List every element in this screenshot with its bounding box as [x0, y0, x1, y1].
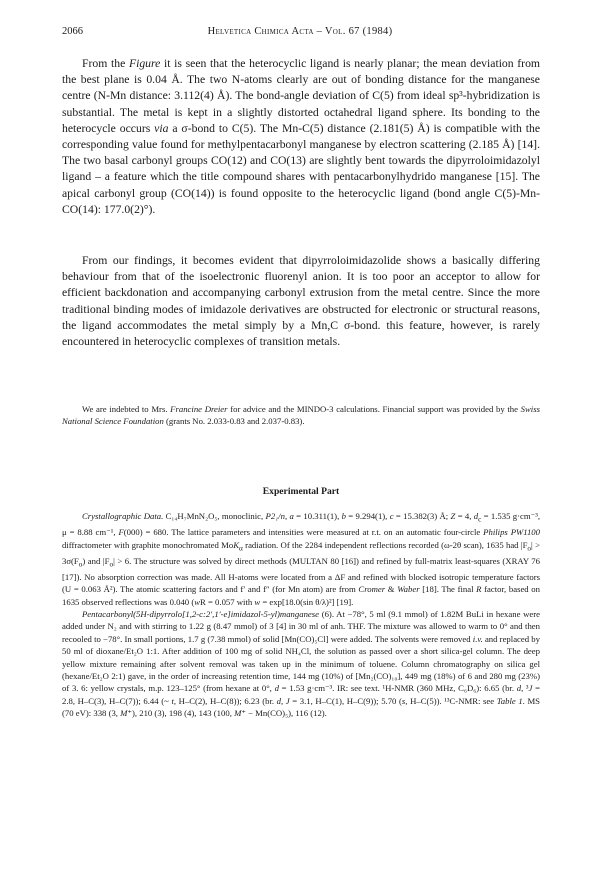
- section-heading-experimental: Experimental Part: [262, 486, 340, 497]
- experimental-section: [62, 510, 540, 720]
- running-header: [62, 26, 538, 42]
- journal-title: Helvetica Chimica Acta – Vol. 67 (1984): [207, 26, 393, 37]
- body-paragraph-1: From the Figure it is seen that the heterocyclic ligand is nearly planar; the mean deviation from the best plane is 0.04 Å. The two N-atoms clearly are out of bonding distance for the manganese centre (N-Mn distance: 3.112(4) Å). The bond-angle deviation of C(5) from ideal sp³-hybridization is substantial. The metal is kept in a slightly distorted octahedral ligand sphere. Its bonding to the heterocycle occurs via a σ-bond to C(5). The Mn-C(5) distance (2.181(5) Å) is compatible with the corresponding value found for methylpentacarbonyl manganese by electron scattering (2.185 Å) [14]. The two basal carbonyl groups CO(12) and CO(13) are slightly bent towards the dipyrroloimidazolyl ligand – a feature which the title compound shares with pentacarbonylhydrido manganese [15]. The apical carbonyl group (CO(14)) is found opposite to the heterocyclic ligand (bond angle C(5)-Mn-CO(14): 177.0(2)°).: [62, 57, 541, 216]
- synthesis-paragraph: Pentacarbonyl(5H-dipyrrolo[1,2-c:2′,1′-e]imidazol-5-yl)manganese (6). At −78°, 5 ml (9.1 mmol) of 1.82M BuLi in hexane were added under N₂ and with stirring to 1.22 g (8.47 mmol) of 3 [4] in 30 ml of anh. THF. The mixture was allowed to warm to 0° and then recooled to −78°. In small portions, 1.7 g (7.38 mmol) of solid [Mn(CO)₅Cl] were added. The solvents were removed i.v. and replaced by 50 ml of dioxane/Et₂O 1:1. After addition of 100 mg of solid NH₄Cl, the solution as passed over a short silica-gel column. The deep yellow mixture remaining after solvent removal was taken up in the minimum of toluene. Column chromatography on silica gel (hexane/Et₂O 2:1) gave, in the order of increasing retention time, 144 mg (10%) of [Mn₂(CO)₁₀], 449 mg (18%) of 6 and 280 mg (23%) of 3. 6: yellow crystals, m.p. 123–125° (from hexane at 0°, d = 1.53 g·cm⁻³. IR: see text. ¹H-NMR (360 MHz, C₆D₆): 6.65 (br. d, ³J = 2.8, H–C(3), H–C(7)); 6.44 (~ t, H–C(2), H–C(8)); 6.23 (br. d, J = 3.1, H–C(1), H–C(9)); 5.70 (s, H–C(5)). ¹³C-NMR: see Table 1. MS (70 eV): 338 (3, M⁺), 210 (3), 198 (4), 143 (100, M⁺ − Mn(CO)₅), 116 (12).: [62, 609, 541, 719]
- body-paragraph-2: From our findings, it becomes evident that dipyrroloimidazolide shows a basically differing behaviour from that of the isoelectronic fluorenyl anion. It is too poor an acceptor to allow for efficient backdonation and accompanying carbonyl extrusion from the metal centre. Since the more traditional binding modes of imidazole derivatives are obstructed for electronic or structural reasons, the ligand accommodates the metal simply by a Mn,C σ-bond. this feature, however, is rarely encountered in heterocyclic complexes of transition metals.: [62, 254, 540, 349]
- page-number: 2066: [62, 26, 83, 37]
- crystallographic-data-paragraph: Crystallographic Data. C₁₄H₇MnN₂O₅, monoclinic, P2₁/n, a = 10.311(1), b = 9.294(1), c = 15.382(3) Å; Z = 4, $d_c = 1.535$ g·cm⁻³, μ = 8.88 cm⁻¹, F(000) = 680. The lattice parameters and intensities were measured at r.t. on an automatic four-circle Philips PW1100 diffractometer with graphite monochromated MoK$_\alpha$ radiation. Of the 2284 independent reflections recorded (ω-2θ scan), 1635 had $|F_o| > 3\sigma(F_o)$ and $|F_o| > 6$. The structure was solved by direct methods (MULTAN 80 [16]) and refined by full-matrix least-squares (XRAY 76 [17]). No absorption correction was made. All H-atoms were located from a ΔF and refined with blocked isotropic temperature factors (U = 0.063 Å²). The atomic scattering factors and f′ and f″ (for Mn atom) are from Cromer & Waber [18]. The final R factor, based on 1635 observed reflections was 0.040 (wR = 0.057 with w = exp[18.0(sin θ/λ)²] [19].: [62, 511, 541, 607]
- acknowledgement: We are indebted to Mrs. Francine Dreier for advice and the MINDO-3 calculations. Financial support was provided by the Swiss National Science Foundation (grants No. 2.033-0.83 and 2.037-0.83).: [62, 404, 540, 427]
